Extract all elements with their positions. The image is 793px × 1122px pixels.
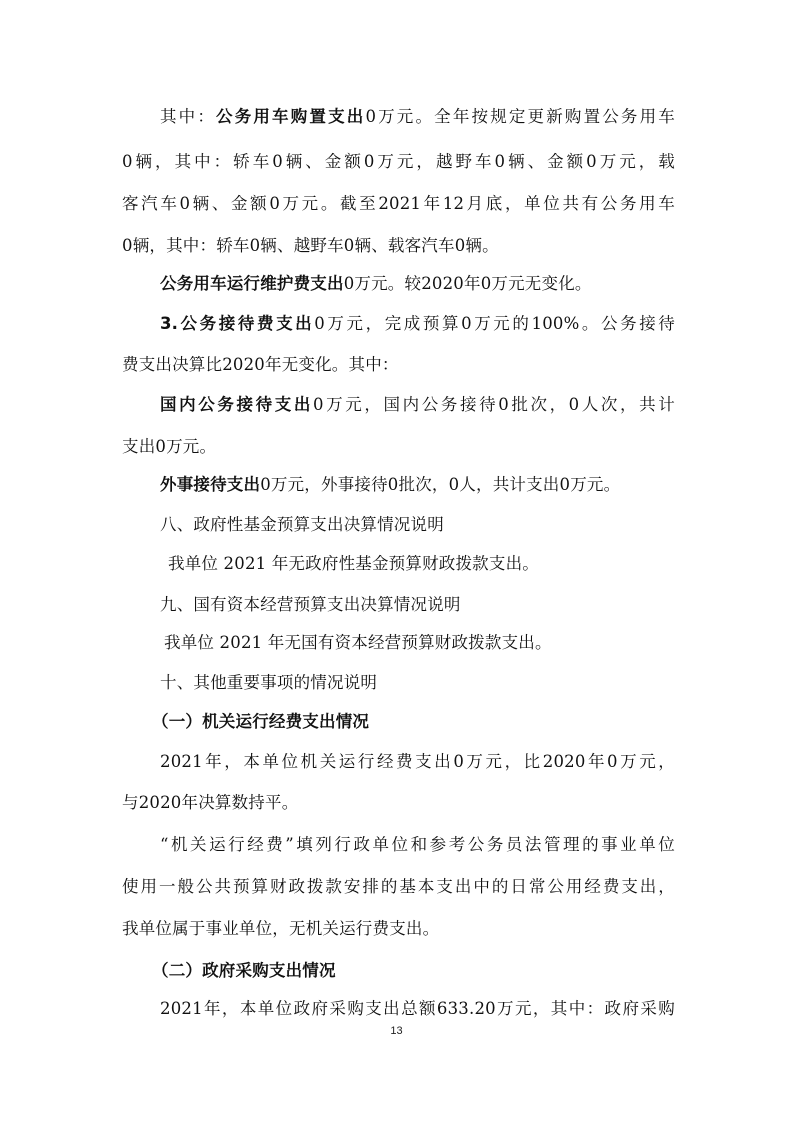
text-run: 0辆，其中：轿车0辆、越野车0辆、载客汽车0辆。 xyxy=(122,236,499,255)
para-line xyxy=(122,151,675,173)
heading-text: 十、其他重要事项的情况说明 xyxy=(160,673,378,692)
text-run: 2021年，本单位政府采购支出总额633.20万元，其中：政府采购 xyxy=(160,999,675,1018)
para-reception-expense xyxy=(160,313,675,335)
page-number: 13 xyxy=(390,1025,403,1037)
para-line xyxy=(122,436,216,458)
para-line xyxy=(160,751,675,773)
para-line xyxy=(122,876,675,898)
section-heading-8 xyxy=(160,514,444,536)
heading-text: 九、国有资本经营预算支出决算情况说明 xyxy=(160,595,461,614)
text-run: 我单位属于事业单位，无机关运行费支出。 xyxy=(122,919,440,938)
bold-term: 公务用车运行维护费支出 xyxy=(160,274,344,293)
text-run: 0万元，外事接待0批次，0人，共计支出0万元。 xyxy=(260,475,621,494)
heading-text: 八、政府性基金预算支出决算情况说明 xyxy=(160,515,444,534)
para-line xyxy=(160,834,675,856)
para-vehicle-maintenance xyxy=(160,273,592,295)
para-line xyxy=(164,632,552,654)
text-run: 0万元。较2020年0万元无变化。 xyxy=(343,274,592,293)
text-run: 0辆，其中：轿车0辆、金额0万元，越野车0辆、金额0万元，载 xyxy=(122,152,675,171)
text-run: 与2020年决算数持平。 xyxy=(122,793,299,812)
text-run: 2021年，本单位机关运行经费支出0万元，比2020年0万元， xyxy=(160,752,675,771)
section-heading-10 xyxy=(160,672,377,694)
text-run: 0万元。全年按规定更新购置公务用车 xyxy=(365,107,675,126)
para-line xyxy=(122,918,439,940)
bold-term: 国内公务接待支出 xyxy=(160,395,313,414)
para-line xyxy=(122,193,675,215)
text-run: 我单位 2021 年无国有资本经营预算财政拨款支出。 xyxy=(164,633,552,652)
subsection-heading-1 xyxy=(152,711,369,733)
text-run: 其中： xyxy=(160,107,217,126)
para-line xyxy=(122,792,298,814)
para-domestic-reception xyxy=(160,394,675,416)
para-foreign-reception xyxy=(160,474,620,496)
bold-term: 外事接待支出 xyxy=(160,475,261,494)
text-run: 费支出决算比2020年无变化。其中： xyxy=(122,355,399,374)
text-run: “机关运行经费”填列行政单位和参考公务员法管理的事业单位 xyxy=(160,835,675,854)
text-run: 支出0万元。 xyxy=(122,437,217,456)
bold-term: 公务用车购置支出 xyxy=(216,107,366,126)
text-run: 我单位 2021 年无政府性基金预算财政拨款支出。 xyxy=(168,554,539,573)
para-vehicle-purchase xyxy=(160,106,675,128)
text-run: 使用一般公共预算财政拨款安排的基本支出中的日常公用经费支出， xyxy=(122,877,675,896)
para-line xyxy=(122,354,399,376)
para-line xyxy=(122,235,499,257)
para-line xyxy=(168,553,539,575)
bold-term: 3.公务接待费支出 xyxy=(160,314,315,333)
text-run: 0万元，完成预算0万元的100%。公务接待 xyxy=(314,314,675,333)
section-heading-9 xyxy=(160,594,461,616)
text-run: 0万元，国内公务接待0批次，0人次，共计 xyxy=(312,395,675,414)
text-run: 客汽车0辆、金额0万元。截至2021年12月底，单位共有公务用车 xyxy=(122,194,675,213)
heading-text: （一）机关运行经费支出情况 xyxy=(152,712,370,731)
heading-text: （二）政府采购支出情况 xyxy=(152,961,336,980)
para-line xyxy=(160,998,675,1020)
subsection-heading-2 xyxy=(152,960,336,982)
